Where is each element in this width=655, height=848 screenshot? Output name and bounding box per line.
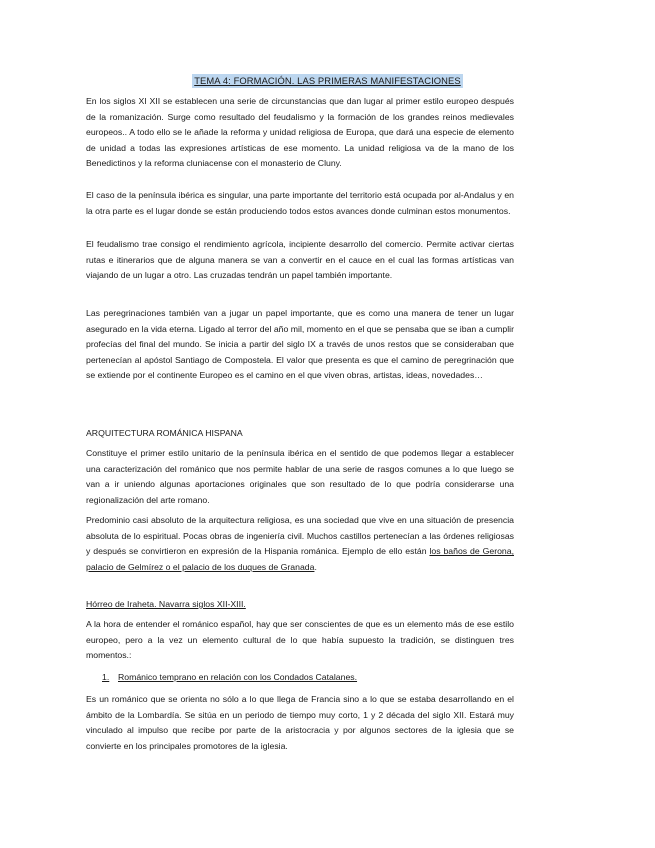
list-item [102, 671, 357, 683]
paragraph-intro-4: Las peregrinaciones también van a jugar un papel importante, que es como una manera de tener un lugar asegurado en la vida eterna. Ligado al terror del año mil, momento en el que se pensaba que se iban a cumplir profecías del final del mundo. Se inicia a partir del siglo IX a través de unos restos que se consideraban que pertenecían al apóstol Santiago de Compostela. El valor que presenta es que el camino de peregrinación que se extiende por el continente Europeo es el camino en el que viven obras, artistas, ideas, novedades… [86, 308, 514, 381]
palaces-link[interactable]: los baños de Gerona, palacio de Gelmírez o el palacio de los duques de Granada [86, 546, 514, 572]
paragraph-section-1: Constituye el primer estilo unitario de la península ibérica en el sentido de que podemos llegar a establecer una caracterización del románico que nos permite hablar de una serie de rasgos comunes a lo que luego se van a ir uniendo algunas aportaciones originales que son resultado de lo que podría considerarse una regionalización del arte romano. [86, 448, 514, 505]
paragraph-section-4: Es un románico que se orienta no sólo a lo que llega de Francia sino a lo que se estaba desarrollando en el ámbito de la Lombardía. Se sitúa en un periodo de tiempo muy corto, 1 y 2 década del siglo XII. Estará muy vinculado al impulso que recibe por parte de la aristocracia y por algunos sectores de la iglesia que se convierte en los principales promotores de la iglesia. [86, 694, 514, 751]
paragraph-intro-1: En los siglos XI XII se establecen una serie de circunstancias que dan lugar al primer estilo europeo después de la romanización. Surge como resultado del feudalismo y la formación de los grandes reinos medievales europeos.. A todo ello se le añade la reforma y unidad religiosa de Europa, que dará una especie de elemento de unidad a todas las expresiones artísticas de ese momento. La unidad religiosa va de la mano de los Benedictinos y la reforma cluniacense con el monasterio de Cluny. [86, 96, 514, 169]
list-item-text: Románico temprano en relación con los Condados Catalanes. [118, 672, 358, 682]
paragraph-section-2-text: Predominio casi absoluto de la arquitectura religiosa, es una sociedad que vive en una situación de presencia absoluta de lo espiritual. Pocas obras de ingeniería civil. Muchos castillos pertenecían a las órdenes religiosas y después se convirtieron en expresión de la Hispania románica. Ejemplo de ello están [86, 515, 514, 557]
horreo-heading: Hórreo de Iraheta. Navarra siglos XII-XIII. [86, 599, 246, 609]
paragraph-intro-2: El caso de la península ibérica es singular, una parte importante del territorio está ocupada por al-Andalus y en la otra parte es el lugar donde se están produciendo todos estos avances donde culminan estos monumentos. [86, 190, 514, 216]
list-item-number: 1. [102, 672, 110, 682]
paragraph-section-3: A la hora de entender el románico español, hay que ser conscientes de que es un elemento más de ese estilo europeo, pero a la vez un elemento cultural de lo que había supuesto la tradición, se distinguen tres momentos.: [86, 619, 514, 661]
document-title: TEMA 4: FORMACIÓN. LAS PRIMERAS MANIFESTACIONES [194, 75, 461, 86]
paragraph-section-2-end: . [314, 561, 317, 572]
paragraph-section-2 [86, 513, 514, 575]
paragraph-intro-3: El feudalismo trae consigo el rendimiento agrícola, incipiente desarrollo del comercio. Permite activar ciertas rutas e itinerarios que de alguna manera se van a convertir en el cauce en el cual las formas artísticas van viajando de un lugar a otro. Las cruzadas tendrán un papel también importante. [86, 239, 514, 281]
title-wrap [0, 71, 655, 89]
section-heading: ARQUITECTURA ROMÁNICA HISPANA [86, 428, 243, 438]
